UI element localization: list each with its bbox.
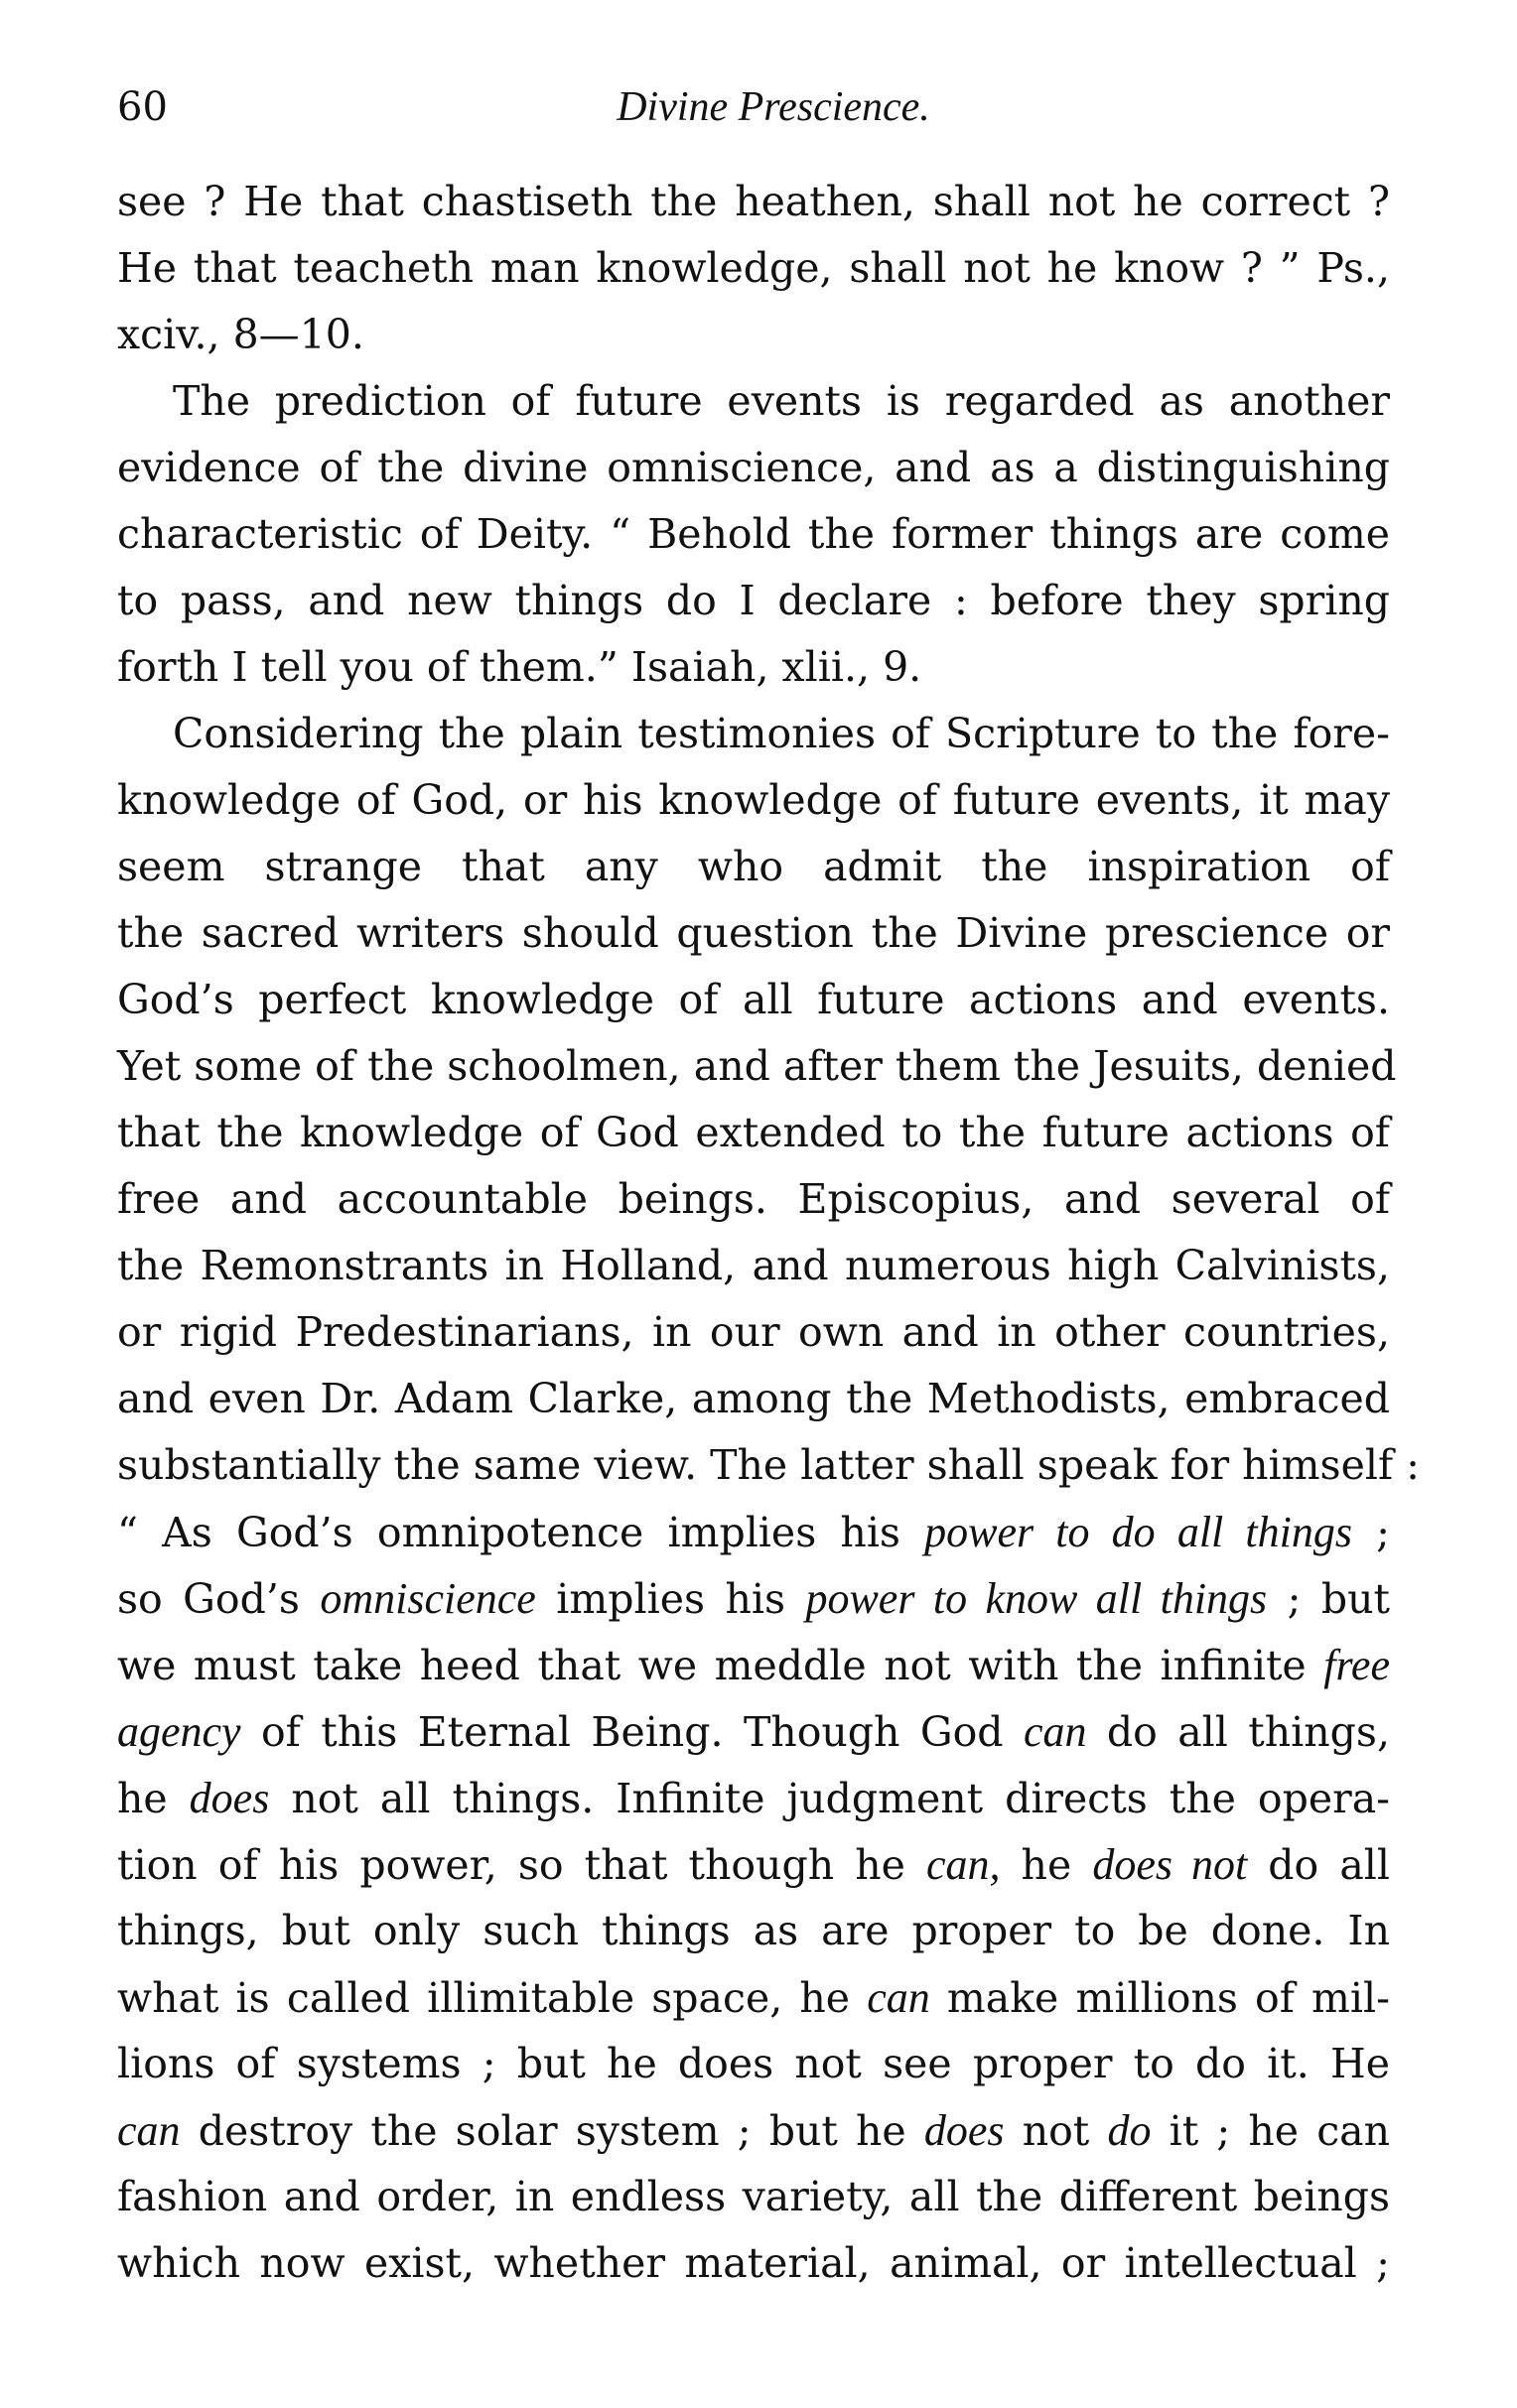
text-segment: we must take heed that we meddle not with the infinite <box>117 1642 1324 1689</box>
page-number: 60 <box>117 84 168 130</box>
text-line <box>117 1632 1390 1698</box>
text-line <box>117 501 1390 568</box>
text-segment: make millions of mil- <box>929 1974 1390 2022</box>
text-line <box>117 767 1390 834</box>
italic-text: does <box>923 2106 1005 2155</box>
body-text <box>117 169 1420 2297</box>
text-segment: not all things. Infinite judgment directs the opera- <box>269 1775 1390 1822</box>
text-segment: or rigid Predestinarians, in our own and in other countries, <box>117 1308 1390 1356</box>
text-segment: the sacred writers should question the Divine prescience or <box>117 909 1390 957</box>
text-line <box>117 1432 1420 1499</box>
text-segment: fashion and order, in endless variety, all the different beings <box>117 2173 1390 2220</box>
text-segment: Yet some of the schoolmen, and after them the Jesuits, denied <box>117 1042 1397 1090</box>
text-segment: he <box>117 1775 190 1822</box>
text-segment: destroy the solar system ; but he <box>180 2107 924 2155</box>
text-segment: do all things, <box>1086 1708 1391 1756</box>
text-line <box>117 1565 1390 1632</box>
text-line <box>117 1366 1390 1432</box>
text-segment: seem strange that any who admit the inspiration of <box>117 843 1390 890</box>
text-segment: tion of his power, so that though he <box>117 1841 926 1889</box>
text-segment: He that teacheth man knowledge, shall not he know ? ” Ps., <box>117 244 1390 292</box>
page-header <box>117 77 1390 137</box>
text-segment: it ; he can <box>1151 2107 1391 2155</box>
text-line <box>117 900 1390 967</box>
text-segment: and even Dr. Adam Clarke, among the Methodists, embraced <box>117 1375 1390 1422</box>
text-segment: do all <box>1247 1841 1390 1889</box>
text-line <box>117 1299 1390 1366</box>
italic-text: can <box>867 1973 930 2022</box>
text-line <box>117 568 1390 634</box>
italic-text: omniscience <box>320 1574 536 1623</box>
text-line <box>117 2097 1390 2164</box>
text-line <box>117 1100 1390 1166</box>
italic-text: power to do all things <box>924 1508 1352 1556</box>
running-title: Divine Prescience. <box>617 84 930 130</box>
italic-text: does not <box>1092 1840 1248 1889</box>
text-line <box>117 1233 1390 1299</box>
italic-text: free <box>1323 1641 1390 1689</box>
text-segment: the Remonstrants in Holland, and numerous high Calvinists, <box>117 1242 1390 1289</box>
text-line <box>117 1499 1390 1565</box>
text-segment: xciv., 8—10. <box>117 311 364 358</box>
italic-text: can <box>117 2106 181 2155</box>
text-line <box>117 1033 1397 1100</box>
text-segment: not <box>1004 2107 1108 2155</box>
text-line <box>117 2031 1390 2097</box>
text-segment: The prediction of future events is regarded as another <box>173 377 1390 425</box>
text-segment: so God’s <box>117 1575 321 1623</box>
text-segment: Considering the plain testimonies of Scripture to the fore- <box>173 710 1390 757</box>
text-line <box>117 1765 1390 1831</box>
italic-text: do <box>1107 2106 1152 2155</box>
text-segment: lions of systems ; but he does not see proper to do it. He <box>117 2040 1390 2087</box>
text-segment: evidence of the divine omniscience, and as a distinguishing <box>117 444 1390 491</box>
text-segment: what is called illimitable space, he <box>117 1974 868 2022</box>
text-line <box>117 1898 1390 1964</box>
text-segment: ; <box>1352 1509 1390 1556</box>
text-segment: knowledge of God, or his knowledge of future events, it may <box>117 776 1390 824</box>
italic-text: can <box>1023 1707 1087 1756</box>
text-line <box>117 834 1390 900</box>
text-segment: to pass, and new things do I declare : before they spring <box>117 577 1390 624</box>
text-segment: characteristic of Deity. “ Behold the former things are come <box>117 510 1390 558</box>
italic-text: does <box>189 1774 270 1822</box>
text-segment: things, but only such things as are proper to be done. In <box>117 1907 1390 1954</box>
text-segment: free and accountable beings. Episcopius, and several of <box>117 1175 1390 1223</box>
italic-text: can, <box>925 1840 1001 1889</box>
text-segment: he <box>1000 1841 1093 1889</box>
italic-text: agency <box>117 1707 241 1756</box>
text-segment: implies his <box>535 1575 806 1623</box>
text-line <box>117 2230 1390 2297</box>
text-line <box>117 169 1390 235</box>
text-segment: of this Eternal Being. Though God <box>240 1708 1024 1756</box>
text-segment: ; but <box>1267 1575 1390 1623</box>
text-line <box>117 368 1390 435</box>
text-segment: substantially the same view. The latter shall speak for himself : <box>117 1441 1420 1489</box>
text-line <box>117 701 1390 767</box>
text-segment: forth I tell you of them.” Isaiah, xlii., 9. <box>117 643 922 691</box>
text-line <box>117 1698 1390 1765</box>
text-segment: God’s perfect knowledge of all future actions and events. <box>117 976 1390 1023</box>
text-line <box>117 2164 1390 2230</box>
text-line <box>117 435 1390 501</box>
text-line <box>117 1964 1390 2031</box>
text-line <box>117 967 1390 1033</box>
text-segment: that the knowledge of God extended to the future actions of <box>117 1109 1390 1156</box>
text-line <box>117 1166 1390 1233</box>
italic-text: power to know all things <box>805 1574 1268 1623</box>
text-line <box>117 235 1390 302</box>
text-segment: see ? He that chastiseth the heathen, shall not he correct ? <box>117 178 1390 225</box>
text-line <box>117 302 1390 368</box>
text-line <box>117 1831 1390 1898</box>
text-segment: “ As God’s omnipotence implies his <box>117 1509 925 1556</box>
text-line <box>117 634 1390 701</box>
text-segment: which now exist, whether material, animal, or intellectual ; <box>117 2239 1390 2287</box>
